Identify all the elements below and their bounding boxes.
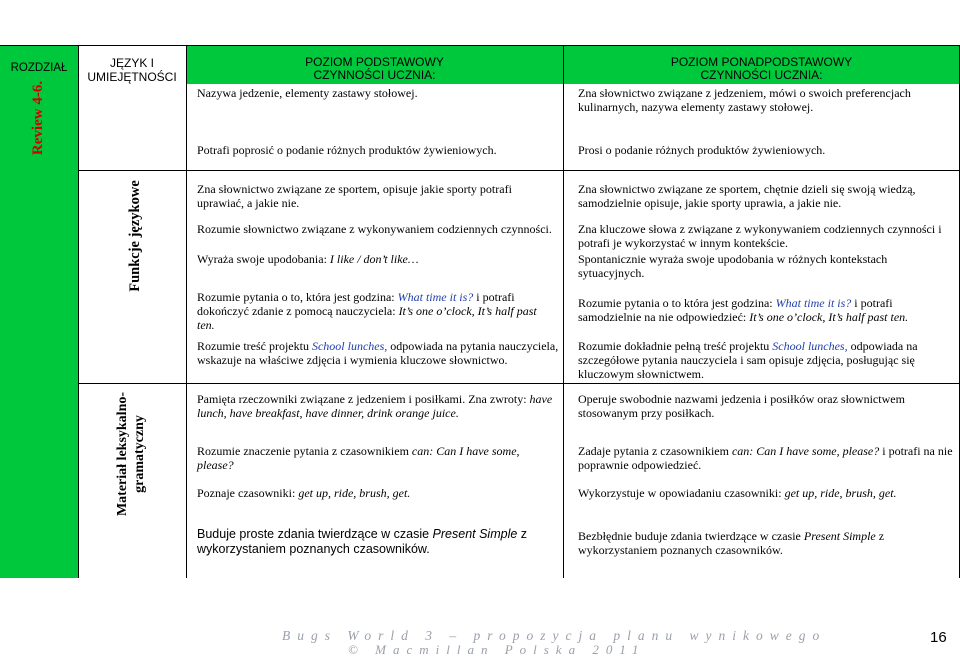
r5-basic: Wyraża swoje upodobania: I like / don’t like…	[197, 252, 419, 266]
section-funkcje: Funkcje językowe	[127, 180, 143, 292]
grid-v3	[563, 46, 564, 578]
header-ponad-text: POZIOM PONADPODSTAWOWY CZYNNOŚCI UCZNIA:	[670, 55, 853, 82]
footer-line2: © Macmillan Polska 2011	[348, 642, 646, 657]
grid-v1	[78, 46, 79, 578]
r1-basic: Nazywa jedzenie, elementy zastawy stołowej.	[197, 86, 418, 100]
header-jezyk: JĘZYK I UMIEJĘTNOŚCI	[87, 56, 177, 84]
r8-basic: Pamięta rzeczowniki związane z jedzeniem i posiłkami. Zna zwroty: have lunch, have breakfast, have dinner, drink orange juice.	[197, 392, 553, 420]
r10-adv: Wykorzystuje w opowiadaniu czasowniki: get up, ride, brush, get.	[578, 486, 897, 500]
grid-h-section2	[78, 383, 960, 384]
page-number: 16	[930, 629, 947, 646]
footer-line1: Bugs World 3 – propozycja planu wynikowego	[282, 628, 827, 643]
r3-basic: Zna słownictwo związane ze sportem, opisuje jakie sporty potrafi uprawiać, a jakie nie.	[197, 182, 512, 210]
r6-basic: Rozumie pytania o to, która jest godzina: What time it is? i potrafi dokończyć zdanie z pomocą nauczyciela: It’s one o’clock, It’s half past ten.	[197, 290, 537, 332]
r5-adv: Spontanicznie wyraża swoje upodobania w różnych kontekstach sytuacyjnych.	[578, 252, 888, 280]
r2-basic: Potrafi poprosić o podanie różnych produktów żywieniowych.	[197, 143, 497, 157]
header-rozdzial: ROZDZIAŁ	[10, 62, 68, 74]
grid-h-section1	[78, 170, 960, 171]
r4-basic: Rozumie słownictwo związane z wykonywaniem codziennych czynności.	[197, 222, 552, 236]
r11-adv: Bezbłędnie buduje zdania twierdzące w czasie Present Simple z wykorzystaniem poznanych czasowników.	[578, 529, 885, 557]
r9-basic: Rozumie znaczenie pytania z czasownikiem can: Can I have some, please?	[197, 444, 520, 472]
r1-adv: Zna słownictwo związane z jedzeniem, mówi o swoich preferencjach kulinarnych, nazywa elementy zastawy stołowej.	[578, 86, 911, 114]
r2-adv: Prosi o podanie różnych produktów żywieniowych.	[578, 143, 826, 157]
r4-adv: Zna kluczowe słowa z związane z wykonywaniem codziennych czynności i potrafi je wykorzystać w innym kontekście.	[578, 222, 942, 250]
r7-basic: Rozumie treść projektu School lunches, odpowiada na pytania nauczyciela, wskazuje na właściwe zdjęcia i wymienia kluczowe słownictwo.	[197, 339, 559, 367]
r6-adv: Rozumie pytania o to która jest godzina: What time it is? i potrafi samodzielnie na nie odpowiedzieć: It’s one o’clock, It’s half past ten.	[578, 296, 909, 324]
r7-adv: Rozumie dokładnie pełną treść projektu School lunches, odpowiada na szczegółowe pytania nauczyciela i sam opisuje zdjęcia, posługując się kluczowym słownictwem.	[578, 339, 918, 381]
header-podstawowy-text: POZIOM PODSTAWOWY CZYNNOŚCI UCZNIA:	[305, 55, 444, 82]
r10-basic: Poznaje czasowniki: get up, ride, brush, get.	[197, 486, 411, 500]
chapter-label: Review 4-6.	[30, 80, 46, 156]
r8-adv: Operuje swobodnie nazwami jedzenia i posiłków oraz słownictwem stosowanym przy posiłkach.	[578, 392, 905, 420]
r11-basic: Buduje proste zdania twierdzące w czasie Present Simple z wykorzystaniem poznanych czasowników.	[197, 527, 528, 556]
r3-adv: Zna słownictwo związane ze sportem, chętnie dzieli się swoją wiedzą, samodzielnie opisuje, jakie sporty uprawia, a jakie nie.	[578, 182, 916, 210]
grid-v2	[186, 46, 187, 578]
r9-adv: Zadaje pytania z czasownikiem can: Can I have some, please? i potrafi na nie poprawnie odpowiedzieć.	[578, 444, 953, 472]
section-material: Materiał leksykalno- gramatyczny	[115, 391, 147, 517]
